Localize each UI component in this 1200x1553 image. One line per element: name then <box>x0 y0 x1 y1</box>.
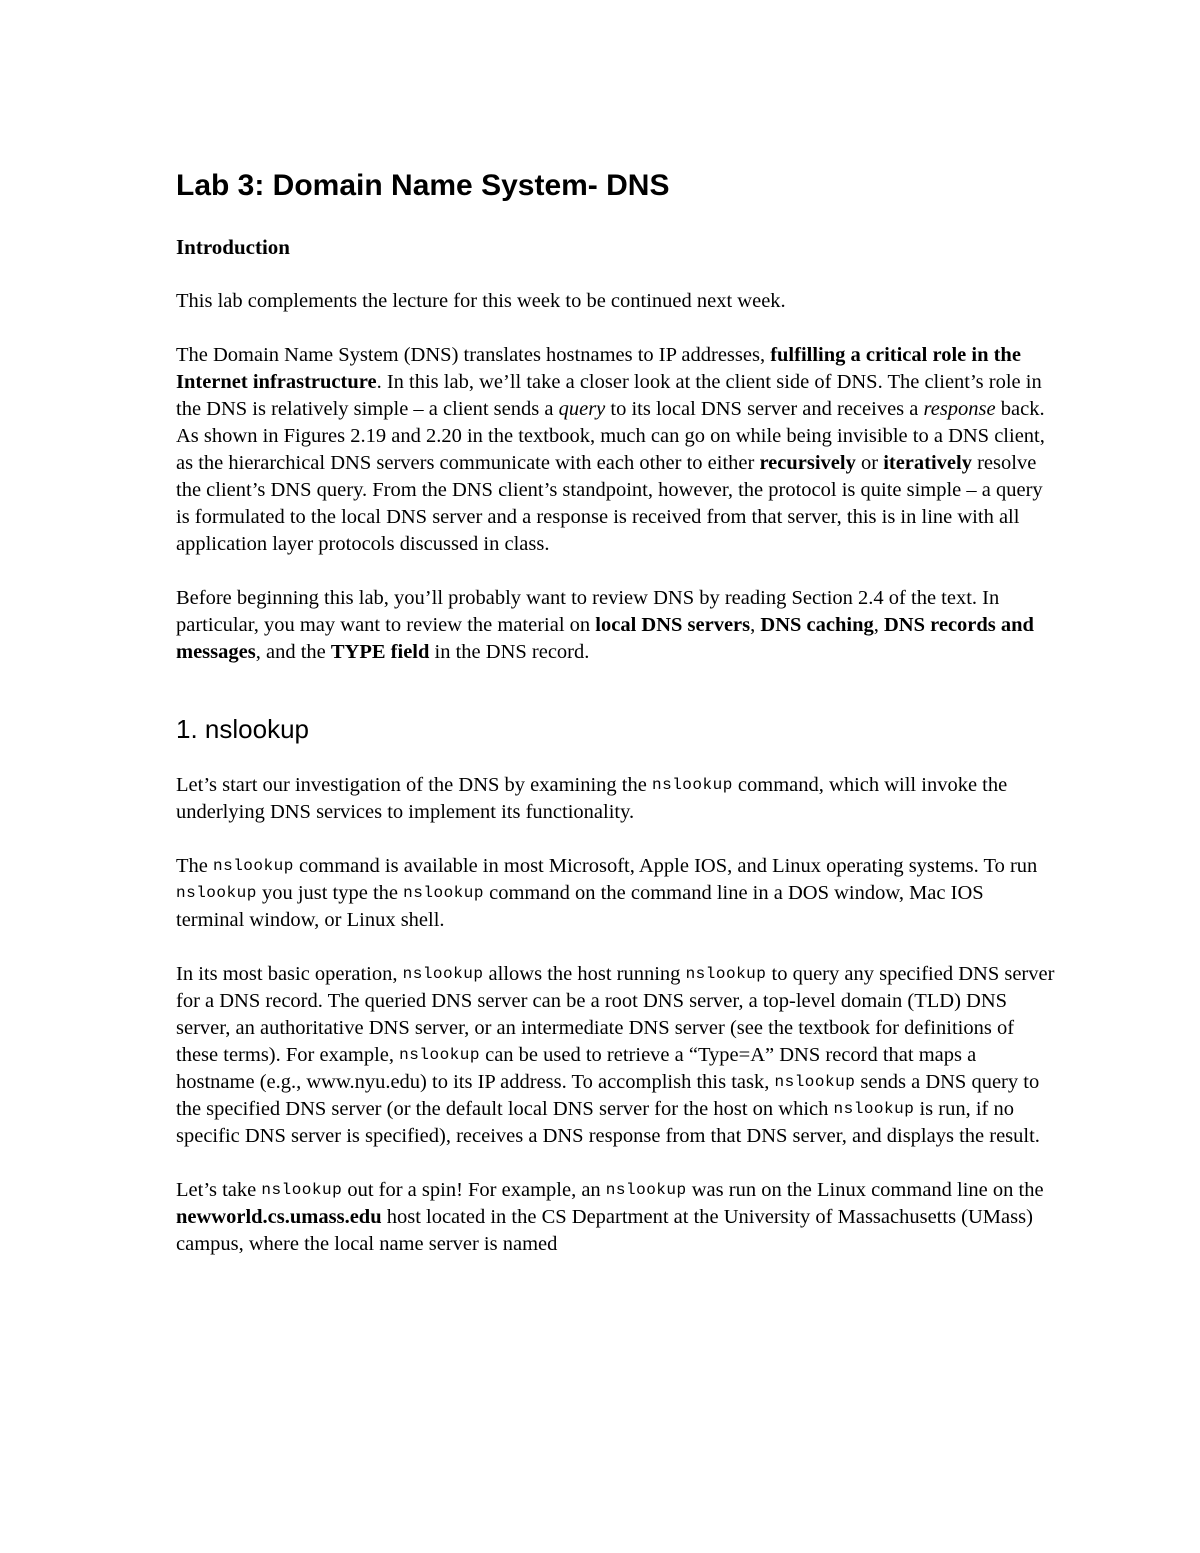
text-run: in the DNS record. <box>429 641 590 663</box>
section-1-paragraph-2 <box>176 853 1056 934</box>
bold-run: DNS caching <box>760 614 874 636</box>
text-run: is run, if no specific DNS server is specified), receives a DNS response from that DNS server, and displays the result. <box>176 1098 1040 1147</box>
text-run: , <box>750 614 761 636</box>
bold-run: recursively <box>759 452 856 474</box>
bold-run: TYPE field <box>330 641 430 663</box>
text-run: can be used to retrieve a “Type=A” DNS record that maps a hostname (e.g., www.nyu.edu) to its IP address. To accomplish this task, <box>176 1044 977 1093</box>
intro-paragraph-3 <box>176 585 1056 666</box>
code-nslookup: nslookup <box>402 965 484 983</box>
text-run: host located in the CS Department at the University of Massachusetts (UMass) campus, where the local name server is named <box>176 1206 1033 1255</box>
text-run: . In this lab, we’ll take a closer look at the client side of DNS. The client’s role in the DNS is relatively simple – a client sends a <box>176 371 1042 420</box>
code-nslookup: nslookup <box>176 884 257 902</box>
text-run: Before beginning this lab, you’ll probably want to review DNS by reading Section 2.4 of the text. In particular, you may want to review the material on <box>176 587 1000 636</box>
section-1-paragraph-3 <box>176 961 1056 1150</box>
intro-paragraph-1: This lab complements the lecture for this week to be continued next week. <box>176 290 786 312</box>
text-run: allows the host running <box>483 963 686 985</box>
text-run: The Domain Name System (DNS) translates hostnames to IP addresses, <box>176 344 771 366</box>
text-run: command, which will invoke the underlying DNS services to implement its functionality. <box>176 774 1008 823</box>
text-run: was run on the Linux command line on the <box>686 1179 1044 1201</box>
text-run: Let’s take <box>176 1179 262 1201</box>
code-nslookup: nslookup <box>399 1046 480 1064</box>
italic-run: query <box>558 398 606 420</box>
code-nslookup: nslookup <box>685 965 767 983</box>
section-1-paragraph-4 <box>176 1177 1056 1258</box>
code-nslookup: nslookup <box>774 1073 856 1091</box>
text-run: command on the command line in a DOS window, Mac IOS terminal window, or Linux shell. <box>176 882 984 931</box>
code-nslookup: nslookup <box>605 1181 687 1199</box>
bold-run: local DNS servers <box>595 614 751 636</box>
text-run: back. As shown in Figures 2.19 and 2.20 in the textbook, much can go on while being invisible to a DNS client, as the hierarchical DNS servers communicate with each other to either <box>176 398 1045 474</box>
text-run: or <box>855 452 884 474</box>
bold-run: DNS records and messages <box>176 614 1034 663</box>
code-nslookup: nslookup <box>261 1181 343 1199</box>
code-nslookup: nslookup <box>403 884 484 902</box>
text-run: command is available in most Microsoft, Apple IOS, and Linux operating systems. To run <box>293 855 1038 877</box>
text-run: you just type the <box>256 882 404 904</box>
code-nslookup: nslookup <box>213 857 294 875</box>
bold-run: fulfilling a critical role in the Internet infrastructure <box>176 344 1021 393</box>
page-title: Lab 3: Domain Name System- DNS <box>176 169 670 202</box>
text-run: to its local DNS server and receives a <box>605 398 924 420</box>
introduction-heading: Introduction <box>176 235 290 259</box>
text-run: Let’s start our investigation of the DNS by examining the <box>176 774 652 796</box>
section-1-heading: 1. nslookup <box>176 714 309 744</box>
intro-paragraph-2 <box>176 342 1056 558</box>
text-run: to query any specified DNS server for a DNS record. The queried DNS server can be a root DNS server, a top-level domain (TLD) DNS server, an authoritative DNS server, or an intermediate DNS server (see the textbook for definitions of these terms). For example, <box>176 963 1055 1066</box>
text-run: resolve the client’s DNS query. From the DNS client’s standpoint, however, the protocol is quite simple – a query is formulated to the local DNS server and a response is received from that server, this is in line with all application layer protocols discussed in class. <box>176 452 1043 555</box>
code-nslookup: nslookup <box>651 776 733 794</box>
text-run: , and the <box>255 641 331 663</box>
document-page <box>176 150 1056 1258</box>
text-run: In its most basic operation, <box>176 963 403 985</box>
section-1-paragraph-1 <box>176 772 1056 826</box>
italic-run: response <box>923 398 996 420</box>
text-run: sends a DNS query to the specified DNS server (or the default local DNS server for the host on which <box>176 1071 1040 1120</box>
text-run: The <box>176 855 213 877</box>
bold-run-hostname: newworld.cs.umass.edu <box>176 1206 382 1228</box>
text-run: , <box>873 614 884 636</box>
bold-run: iteratively <box>883 452 972 474</box>
code-nslookup: nslookup <box>833 1100 915 1118</box>
text-run: out for a spin! For example, an <box>342 1179 606 1201</box>
